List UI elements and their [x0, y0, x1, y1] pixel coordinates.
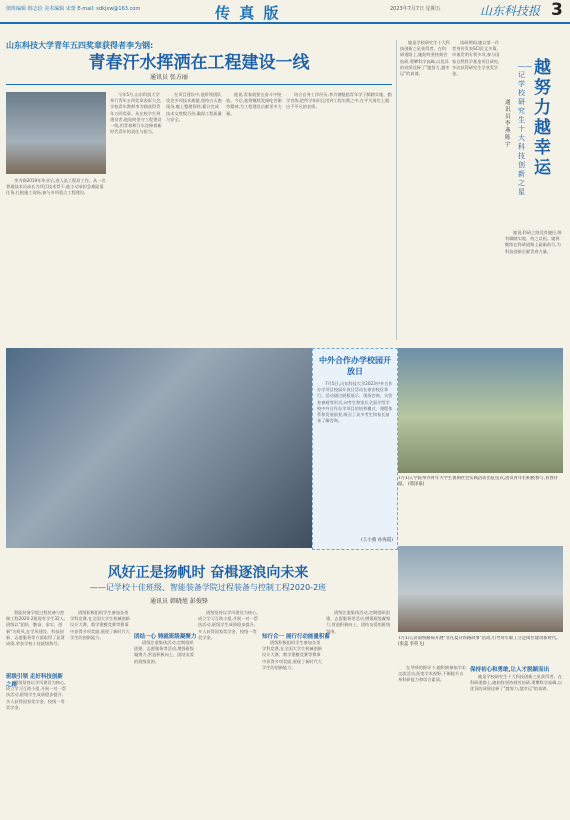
article3-col5: 她是学校研究生十大科技创新之星获得者。在科研道路上,她始终坚持刻苦钻研,勇攀科学高峰,以优异的成绩诠释了"越努力,越幸运"的真谛。 — [470, 674, 562, 692]
article3-byline: 通讯员 李燕 陈宇 — [505, 100, 511, 148]
article3-subtitle: ——记学校研究生十大科技创新之星 — [518, 62, 532, 196]
article1-col1b: 李为钢2019年毕业后,进入某工程局工作。从一名普通技术员成长为项目技术骨干,他主动承担急难险重任务,扎根施工现场,参与多项重点工程建设。 — [6, 178, 106, 196]
activity-photo — [398, 348, 563, 473]
article2-col6: 班级注重集体活动,定期组织团建、志愿服务等活动,增强班级凝聚力,营造积极向上、团结友爱的班级氛围。 — [326, 610, 391, 634]
activity-photo-caption: 7月1日,学院举办青年大学生暑期社会实践活动出征仪式,团员青年们积极参与,青春洋溢。 (邢泽豪) — [398, 476, 558, 487]
rail-photo-caption: 7月1日,济南铁路局开展"非凡夏日铁路故事"活动,引导青年职工立足岗位建功新时代。 (张蕊 李英飞) — [398, 636, 561, 647]
page-number: 3 — [551, 0, 563, 20]
section-title: 传 真 版 — [215, 4, 281, 22]
article2-col4: 班级坚持以学风建设为核心,成立学习互助小组,开展一对一帮扶活动,班级学生成绩稳步提升,多人获得国家奖学金、校级一等奖学金。 — [198, 610, 258, 640]
article1-title: 青春汗水挥洒在工程建设一线 — [88, 53, 310, 73]
sidebar-box — [312, 348, 398, 550]
article2-col1: 智能装备学院过程装备与控制工程2020-2班现有学生32人,班级以"团结、勤奋、求实、创新"为班风,在学风建设、科技创新、志愿服务等方面取得了显著成绩,荣获学校十佳班级称号。 — [6, 610, 66, 647]
article1-rule — [6, 84, 392, 85]
article3-title: 越努力 越幸运 — [534, 58, 551, 178]
article2-section3: 知行合一 展行行动能量积蓄 — [262, 634, 330, 640]
article2-col5: 班级积极组织学生参加各类学科竞赛,在全国大学生机械创新设计大赛、数学建模竞赛等赛事中获得多项奖励,展现了新时代大学生的创新能力。 — [262, 640, 322, 670]
article2-section1: 班级引领 走好科技创新之路 — [6, 674, 63, 688]
article1-photo — [6, 92, 106, 174]
article1-col3: 他说,青春就要在奋斗中绽放。今后,他将继续发扬吃苦耐劳精神,为工程建设贡献更多力量。 — [226, 92, 282, 116]
article1-byline: 通讯员 张方丽 — [150, 74, 188, 81]
page-header — [0, 0, 570, 24]
column-divider — [396, 40, 397, 340]
article2-section2: 团结一心 铸就班级凝聚力 — [134, 634, 197, 640]
article2-byline: 通讯员 韩晓旭 彭俊锋 — [150, 598, 208, 605]
article1-col1: 今年5月,山东科技大学举行青年五四奖章表彰大会,学校青年教师李为钢获得青年五四奖章。从在校学生到建设者,他始终坚守工程建设一线,用青春和汗水诠释着新时代青年的责任与担当。 — [110, 92, 162, 135]
article3-section: 保持初心和勇敢,让人才脱颖而出 — [470, 667, 550, 673]
article1-col2: 在项目建设中,他带领团队攻克多项技术难题,坚持白天跑现场,晚上整理资料,累计完成技术交底数百份,确保工程质量与安全。 — [166, 92, 222, 122]
sidebar-box-text: 7月5日,山东科技大学2023中外合作办学项目校园开放日活动在泰安校区举行。活动通过展板展示、现场咨询、实验室参观等形式,向考生和家长全面介绍学校中外合作办学项目的培养模式、课程体系和发展前景,吸引了众多考生和家长前来了解咨询。 — [317, 381, 393, 424]
header-editors: 值班编辑 韩志俭 美术编辑 宋蕾 E-mail: sdkjxw@163.com — [6, 6, 141, 12]
rail-photo — [398, 546, 563, 632]
article1-overline: 山东科技大学青年五四奖章获得者李为钢: — [6, 41, 154, 50]
article2-col1b: 班级坚持以学风建设为核心,成立学习互助小组,开展一对一帮扶活动,班级学生成绩稳步提升,多人获得国家奖学金、校级一等奖学金。 — [6, 680, 66, 710]
article2-subtitle: ——记学校十佳班级、智能装备学院过程装备与控制工程2020-2班 — [89, 583, 327, 592]
article1-col4: 结合自身工作经历,李为钢勉励青年学子脚踏实地、勤学苦练,把所学知识运用到工程实践之中,在平凡岗位上做出不平凡的业绩。 — [286, 92, 392, 110]
article3-col2: 读研期间,她以第一作者身份发表SCI论文多篇,申请发明专利多项,参与国家自然科学基金项目研究,多次获得研究生学业奖学金。 — [452, 40, 500, 77]
article3-col3: 她说,科研之路没有捷径,唯有脚踏实地、持之以恒。她将继续在科研道路上砥砺前行,为科技创新贡献青春力量。 — [505, 230, 562, 254]
article2-col3: 班级注重集体活动,定期组织团建、志愿服务等活动,增强班级凝聚力,营造积极向上、团结友爱的班级氛围。 — [134, 640, 194, 664]
sidebar-box-byline: (王小燕 孙海霞) — [361, 538, 393, 543]
article2-col2: 班级积极组织学生参加各类学科竞赛,在全国大学生机械创新设计大赛、数学建模竞赛等赛事中获得多项奖励,展现了新时代大学生的创新能力。 — [70, 610, 130, 640]
newspaper-logo: 山东科技报 — [480, 4, 541, 18]
article3-col4: 在导师的指导下,她积极参加学术交流活动,拓宽学术视野,不断提升自身科研能力和综合素质。 — [398, 665, 466, 683]
article2-title: 风好正是扬帆时 奋楫逐浪向未来 — [107, 565, 309, 581]
header-date: 2023年7月7日 星期五 — [390, 6, 441, 12]
sidebar-box-title: 中外合作办学校园开放日 — [319, 356, 391, 376]
article3-col1: 她是学校研究生十大科技创新之星获得者。在科研道路上,她始终坚持刻苦钻研,勇攀科学高峰,以优异的成绩诠释了"越努力,越幸运"的真谛。 — [400, 40, 450, 77]
article2-photo — [6, 348, 312, 548]
